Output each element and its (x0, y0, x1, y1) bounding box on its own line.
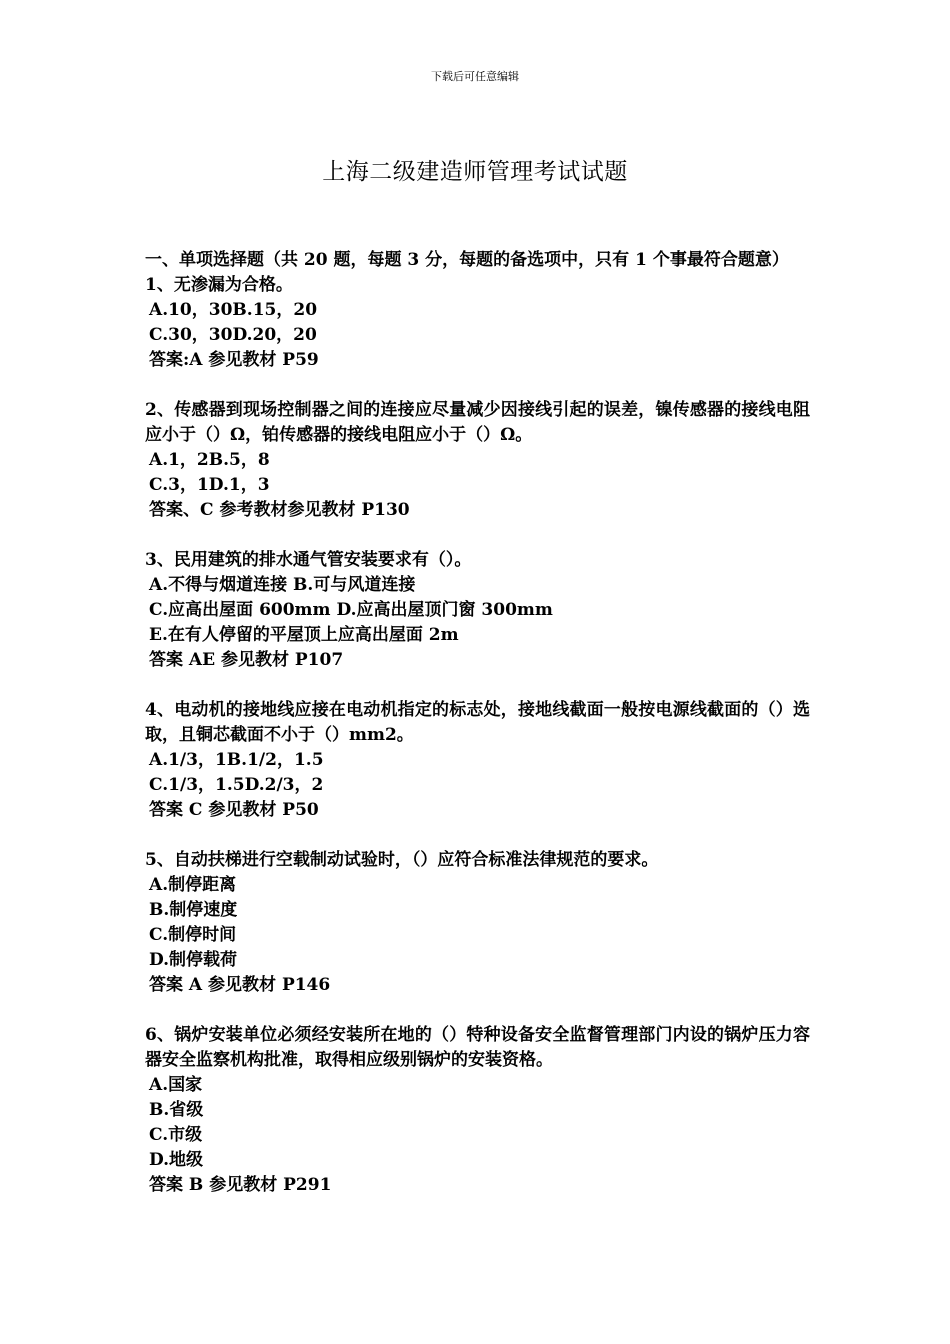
document-body (145, 248, 810, 1198)
question-3 (145, 548, 810, 673)
question-text: 4、电动机的接地线应接在电动机指定的标志处，接地线截面一般按电源线截面的（）选取，且铜芯截面不小于（）mm2。 (145, 700, 810, 745)
question-option: D.制停载荷 (149, 950, 238, 970)
question-answer: 答案 AE 参见教材 P107 (149, 650, 344, 670)
question-text: 1、无渗漏为合格。 (145, 275, 293, 295)
question-answer: 答案、C 参考教材参见教材 P130 (149, 500, 410, 520)
question-answer: 答案:A 参见教材 P59 (149, 350, 319, 370)
spacer (145, 373, 810, 398)
question-option: C.1/3，1.5D.2/3，2 (149, 775, 324, 795)
question-list (145, 273, 810, 1198)
spacer (145, 523, 810, 548)
question-text: 3、民用建筑的排水通气管安装要求有（）。 (145, 550, 472, 570)
question-option: A.国家 (149, 1075, 203, 1095)
question-2 (145, 398, 810, 523)
spacer (145, 673, 810, 698)
question-option: A.1，2B.5，8 (149, 450, 270, 470)
question-option: E.在有人停留的平屋顶上应高出屋面 2m (149, 625, 459, 645)
question-option: C.市级 (149, 1125, 203, 1145)
question-option: C.30，30D.20，20 (149, 325, 317, 345)
question-option: B.省级 (149, 1100, 204, 1120)
question-option: A.不得与烟道连接 B.可与风道连接 (149, 575, 416, 595)
question-answer: 答案 B 参见教材 P291 (149, 1175, 332, 1195)
question-6 (145, 1023, 810, 1198)
question-answer: 答案 A 参见教材 P146 (149, 975, 331, 995)
question-option: C.应高出屋面 600mm D.应高出屋顶门窗 300mm (149, 600, 553, 620)
page-header: 下载后可任意编辑 (431, 70, 519, 83)
question-option: B.制停速度 (149, 900, 238, 920)
question-option: C.制停时间 (149, 925, 237, 945)
spacer (145, 998, 810, 1023)
question-option: A.制停距离 (149, 875, 237, 895)
question-4 (145, 698, 810, 823)
question-text: 6、锅炉安装单位必须经安装所在地的（）特种设备安全监督管理部门内设的锅炉压力容器安全监察机构批准，取得相应级别锅炉的安装资格。 (145, 1025, 810, 1070)
section-heading: 一、单项选择题（共 20 题，每题 3 分，每题的备选项中，只有 1 个事最符合题意） (145, 250, 789, 270)
question-answer: 答案 C 参见教材 P50 (149, 800, 319, 820)
question-1 (145, 273, 810, 373)
spacer (145, 823, 810, 848)
question-text: 2、传感器到现场控制器之间的连接应尽量减少因接线引起的误差，镍传感器的接线电阻应小于（）Ω，铂传感器的接线电阻应小于（）Ω。 (145, 400, 810, 445)
question-option: C.3，1D.1，3 (149, 475, 270, 495)
question-text: 5、自动扶梯进行空载制动试验时，（）应符合标准法律规范的要求。 (145, 850, 659, 870)
question-5 (145, 848, 810, 998)
question-option: A.1/3，1B.1/2，1.5 (149, 750, 324, 770)
question-option: D.地级 (149, 1150, 204, 1170)
question-option: A.10，30B.15，20 (149, 300, 318, 320)
document-title: 上海二级建造师管理考试试题 (322, 159, 628, 185)
